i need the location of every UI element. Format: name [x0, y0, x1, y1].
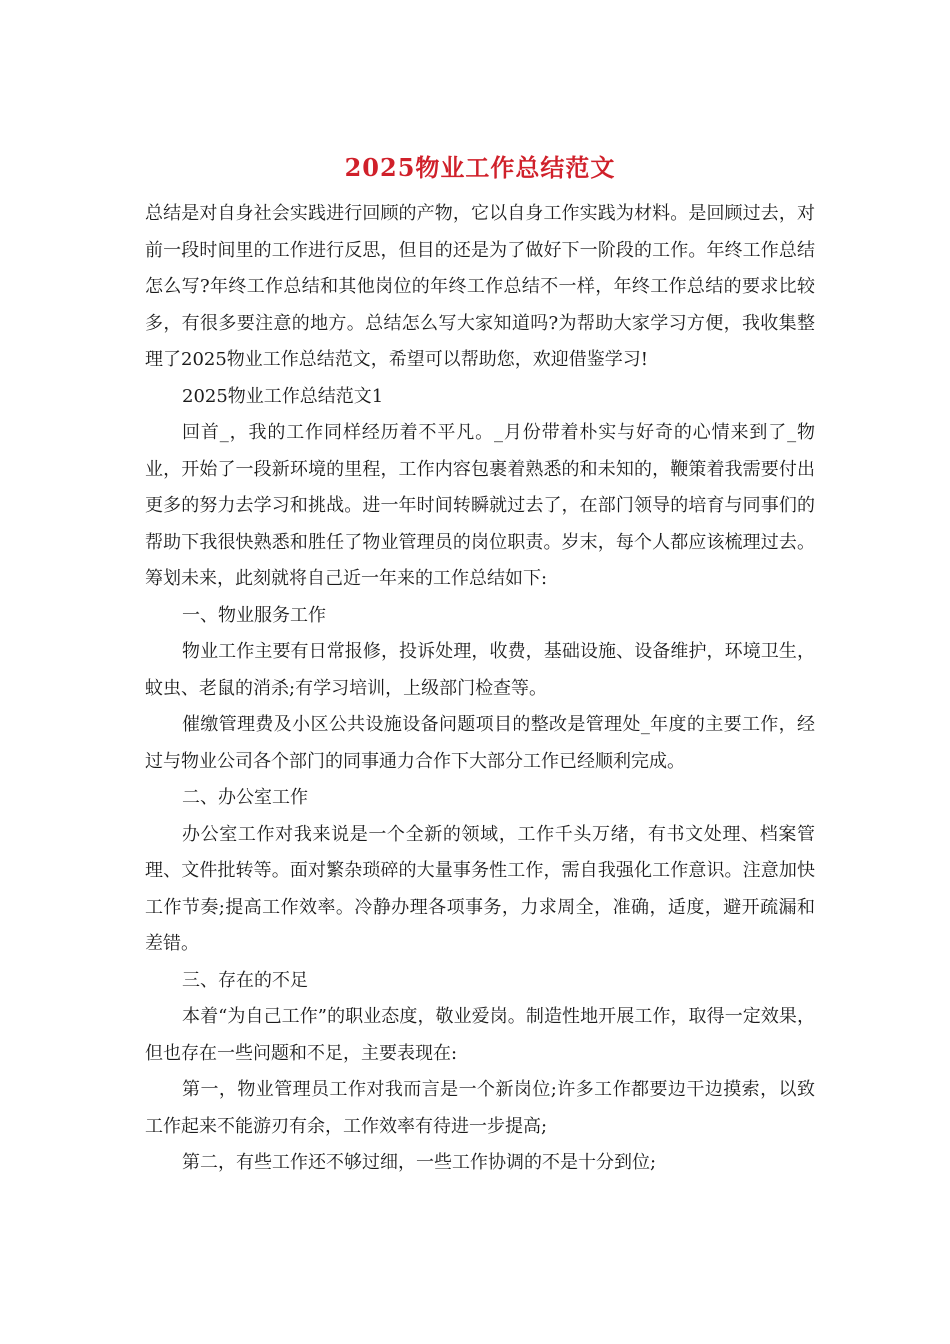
paragraph: 办公室工作对我来说是一个全新的领域，工作千头万绪，有书文处理、档案管理、文件批转等。面对繁杂琐碎的大量事务性工作，需自我强化工作意识。注意加快工作节奏;提高工作效率。冷静办理各项事务，力求周全，准确，适度，避开疏漏和差错。 [145, 823, 815, 954]
paragraph: 物业工作主要有日常报修，投诉处理，收费，基础设施、设备维护，环境卫生，蚊虫、老鼠的消杀;有学习培训，上级部门检查等。 [145, 641, 815, 699]
document-body [145, 196, 815, 1182]
paragraph: 第二，有些工作还不够过细，一些工作协调的不是十分到位; [182, 1152, 657, 1173]
paragraph: 二、办公室工作 [182, 787, 308, 808]
paragraph: 一、物业服务工作 [182, 604, 326, 626]
paragraph: 第一，物业管理员工作对我而言是一个新岗位;许多工作都要边干边摸索，以致工作起来不能游刃有余，工作效率有待进一步提高; [145, 1079, 815, 1137]
paragraph: 三、存在的不足 [182, 969, 308, 991]
paragraph: 总结是对自身社会实践进行回顾的产物，它以自身工作实践为材料。是回顾过去，对前一段时间里的工作进行反思，但目的还是为了做好下一阶段的工作。年终工作总结怎么写?年终工作总结和其他岗位的年终工作总结不一样，年终工作总结的要求比较多，有很多要注意的地方。总结怎么写大家知道吗?为帮助大家学习方便，我收集整理了2025物业工作总结范文，希望可以帮助您，欢迎借鉴学习! [145, 203, 815, 370]
document-title: 2025物业工作总结范文 [344, 153, 616, 182]
paragraph: 本着“为自己工作”的职业态度，敬业爱岗。制造性地开展工作，取得一定效果，但也存在一些问题和不足，主要表现在: [145, 1006, 815, 1064]
paragraph: 催缴管理费及小区公共设施设备问题项目的整改是管理处_年度的主要工作，经过与物业公司各个部门的同事通力合作下大部分工作已经顺利完成。 [145, 714, 815, 772]
paragraph: 回首_，我的工作同样经历着不平凡。_月份带着朴实与好奇的心情来到了_物业，开始了一段新环境的里程，工作内容包裹着熟悉的和未知的，鞭策着我需要付出更多的努力去学习和挑战。进一年时间转瞬就过去了，在部门领导的培育与同事们的帮助下我很快熟悉和胜任了物业管理员的岗位职责。岁末，每个人都应该梳理过去。筹划未来，此刻就将自己近一年来的工作总结如下: [145, 422, 815, 589]
paragraph: 2025物业工作总结范文1 [182, 385, 384, 407]
document-page [145, 150, 815, 1182]
